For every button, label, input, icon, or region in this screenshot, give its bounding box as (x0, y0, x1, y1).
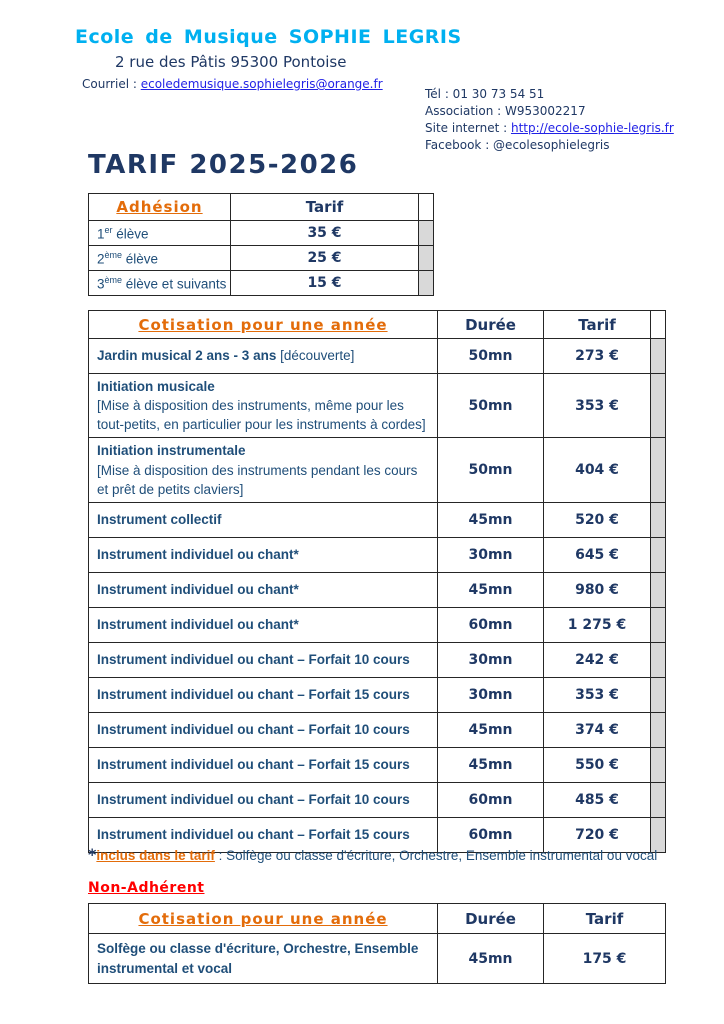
duration-cell: 50mn (438, 438, 544, 502)
cotisation-row (89, 607, 666, 642)
course-title: Instrument individuel ou chant – Forfait 10 cours (97, 652, 410, 668)
course-title: Instrument individuel ou chant* (97, 617, 299, 633)
course-title: Instrument individuel ou chant – Forfait 10 cours (97, 792, 410, 808)
course-title: Jardin musical 2 ans - 3 ans (97, 348, 277, 364)
duration-cell: 60mn (438, 607, 544, 642)
price-cell: 645 € (544, 537, 651, 572)
shaded-cell (651, 677, 666, 712)
adhesion-header-row (89, 194, 434, 221)
course-title: Solfège ou classe d'écriture, Orchestre, Ensemble instrumental et vocal (97, 941, 419, 976)
course-description-cell (89, 782, 438, 817)
asterisk: * (88, 845, 97, 864)
course-description-cell (89, 642, 438, 677)
association-line: Association : W953002217 (425, 104, 586, 118)
shaded-cell (651, 747, 666, 782)
adhesion-row (89, 246, 434, 271)
course-title: Instrument individuel ou chant – Forfait 10 cours (97, 722, 410, 738)
price-cell: 720 € (544, 817, 651, 852)
shaded-cell (419, 221, 434, 246)
price-cell: 273 € (544, 339, 651, 374)
adhesion-row (89, 271, 434, 296)
cotisation-row (89, 537, 666, 572)
course-title: Initiation musicale (97, 379, 215, 394)
non-adherent-header-tarif: Tarif (544, 904, 666, 934)
non-adherent-header-title: Cotisation pour une année (89, 904, 438, 934)
cotisation-header-row (89, 311, 666, 339)
adhesion-tarif-cell: 35 € (231, 221, 419, 246)
non-adherent-row (89, 934, 666, 984)
price-cell: 1 275 € (544, 607, 651, 642)
shaded-cell (651, 502, 666, 537)
duration-cell: 45mn (438, 572, 544, 607)
course-note: [Mise à disposition des instruments pendant les cours et prêt de petits claviers] (97, 462, 418, 497)
cotisation-row (89, 747, 666, 782)
shaded-cell (651, 712, 666, 747)
school-name: Ecole de Musique SOPHIE LEGRIS (75, 26, 462, 48)
course-description-cell (89, 712, 438, 747)
duration-cell: 45mn (438, 712, 544, 747)
adhesion-header-spacer-cell (419, 194, 434, 221)
price-cell: 374 € (544, 712, 651, 747)
price-cell: 980 € (544, 572, 651, 607)
website-line (425, 120, 674, 137)
duration-cell: 50mn (438, 374, 544, 438)
shaded-cell (651, 339, 666, 374)
adhesion-label-cell: 3ème élève et suivants (89, 271, 231, 296)
course-description-cell (89, 934, 438, 984)
cotisation-row (89, 642, 666, 677)
shaded-cell (419, 246, 434, 271)
duration-cell: 30mn (438, 537, 544, 572)
cotisation-header-tarif: Tarif (544, 311, 651, 339)
course-title: Instrument individuel ou chant* (97, 582, 299, 598)
price-cell: 242 € (544, 642, 651, 677)
duration-cell: 30mn (438, 642, 544, 677)
course-description-cell (89, 572, 438, 607)
cotisation-row (89, 712, 666, 747)
cotisation-row (89, 339, 666, 374)
adhesion-header-tarif: Tarif (231, 194, 419, 221)
duration-cell: 45mn (438, 934, 544, 984)
non-adherent-heading: Non-Adhérent (88, 880, 205, 896)
page-title: TARIF 2025-2026 (88, 150, 359, 180)
shaded-cell (651, 607, 666, 642)
adhesion-tarif-cell: 15 € (231, 271, 419, 296)
email-link[interactable]: ecoledemusique.sophielegris@orange.fr (140, 77, 383, 91)
shaded-cell (651, 438, 666, 502)
cotisation-header-duree: Durée (438, 311, 544, 339)
course-title: Instrument collectif (97, 512, 222, 528)
cotisation-row (89, 438, 666, 502)
course-title: Instrument individuel ou chant – Forfait 15 cours (97, 827, 410, 843)
adhesion-table (88, 193, 434, 296)
non-adherent-header-duree: Durée (438, 904, 544, 934)
non-adherent-header-row (89, 904, 666, 934)
duration-cell: 60mn (438, 817, 544, 852)
included-footnote (88, 845, 668, 867)
course-title: Instrument individuel ou chant – Forfait 15 cours (97, 687, 410, 703)
course-description-cell (89, 537, 438, 572)
duration-cell: 50mn (438, 339, 544, 374)
adhesion-header-title: Adhésion (89, 194, 231, 221)
contact-block (425, 86, 674, 154)
website-link[interactable]: http://ecole-sophie-legris.fr (510, 121, 674, 135)
shaded-cell (419, 271, 434, 296)
cotisation-table (88, 310, 666, 853)
adhesion-label-cell: 1er élève (89, 221, 231, 246)
shaded-cell (651, 537, 666, 572)
course-description-cell (89, 607, 438, 642)
adhesion-tarif-cell: 25 € (231, 246, 419, 271)
school-address: 2 rue des Pâtis 95300 Pontoise (115, 53, 347, 71)
facebook-line: Facebook : @ecolesophielegris (425, 138, 610, 152)
course-description-cell (89, 677, 438, 712)
course-description-cell (89, 438, 438, 502)
course-description-cell (89, 747, 438, 782)
course-note: [Mise à disposition des instruments, même pour les tout-petits, en particulier pour les instruments à cordes] (97, 398, 426, 433)
course-description-cell (89, 339, 438, 374)
course-title: Initiation instrumentale (97, 443, 246, 459)
shaded-cell (651, 642, 666, 677)
duration-cell: 45mn (438, 747, 544, 782)
duration-cell: 45mn (438, 502, 544, 537)
cotisation-row (89, 374, 666, 438)
footnote-highlight: inclus dans le tarif (96, 848, 215, 863)
cotisation-header-title: Cotisation pour une année (89, 311, 438, 339)
duration-cell: 30mn (438, 677, 544, 712)
website-label: Site internet : (425, 121, 511, 135)
adhesion-label-cell: 2ème élève (89, 246, 231, 271)
course-title: Instrument individuel ou chant* (97, 547, 299, 563)
duration-cell: 60mn (438, 782, 544, 817)
shaded-cell (651, 782, 666, 817)
non-adherent-table (88, 903, 666, 984)
email-label: Courriel : (82, 77, 141, 91)
course-title: Instrument individuel ou chant – Forfait 15 cours (97, 757, 410, 773)
course-description-cell (89, 374, 438, 438)
price-cell: 175 € (544, 934, 666, 984)
adhesion-row (89, 221, 434, 246)
shaded-cell (651, 572, 666, 607)
price-cell: 353 € (544, 677, 651, 712)
course-note: [découverte] (280, 348, 355, 364)
price-cell: 485 € (544, 782, 651, 817)
email-line (82, 77, 462, 91)
cotisation-row (89, 677, 666, 712)
school-header (75, 26, 462, 91)
phone-line: Tél : 01 30 73 54 51 (425, 87, 545, 101)
footnote-text: : Solfège ou classe d'écriture, Orchestre, Ensemble instrumental ou vocal (214, 848, 658, 863)
cotisation-row (89, 502, 666, 537)
cotisation-row (89, 782, 666, 817)
cotisation-header-spacer-cell (651, 311, 666, 339)
price-cell: 520 € (544, 502, 651, 537)
price-cell: 353 € (544, 374, 651, 438)
shaded-cell (651, 374, 666, 438)
price-cell: 404 € (544, 438, 651, 502)
price-cell: 550 € (544, 747, 651, 782)
course-description-cell (89, 502, 438, 537)
cotisation-row (89, 572, 666, 607)
